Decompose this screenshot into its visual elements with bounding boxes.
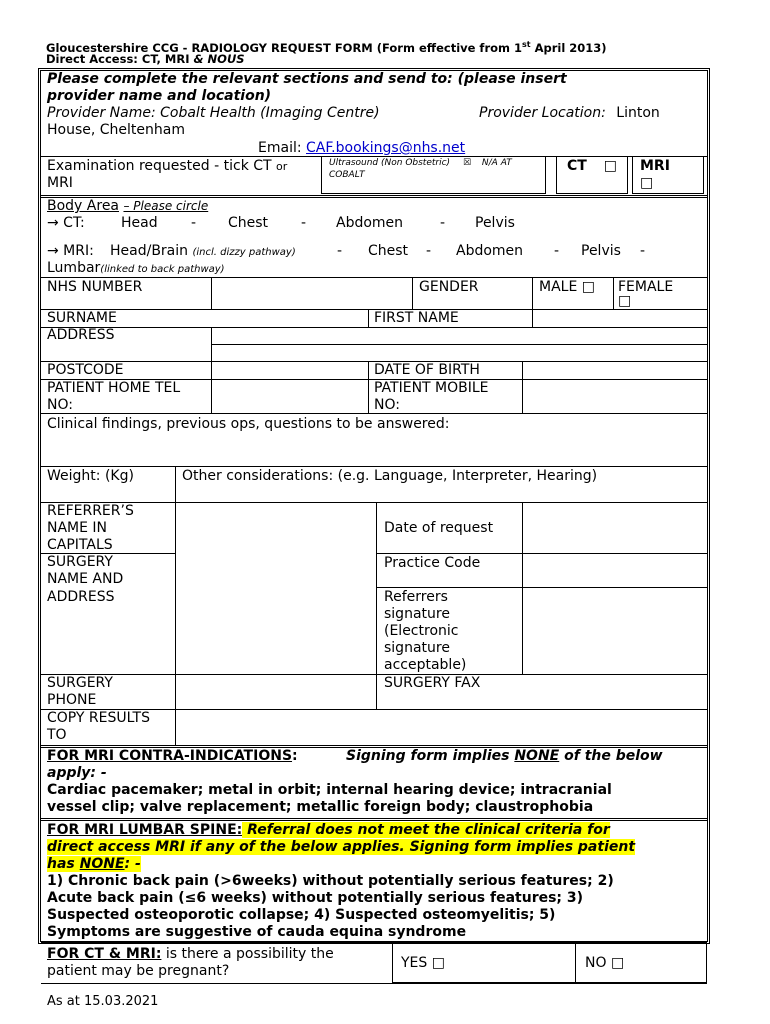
lumbar-heading: FOR MRI LUMBAR SPINE: [47, 822, 243, 838]
footer-date: As at 15.03.2021 [47, 994, 159, 1009]
mri-contra-none: NONE [514, 748, 560, 764]
separator: - [440, 215, 446, 231]
mri-contra-list-2: vessel clip; valve replacement; metallic foreign body; claustrophobia [47, 799, 594, 815]
ultrasound-checkbox[interactable]: ☒ [462, 158, 472, 168]
mri-body-lumbar-label: Lumbar [47, 260, 101, 276]
mri-label: MRI [640, 158, 670, 174]
email-row [258, 140, 465, 157]
divider [368, 309, 369, 327]
separator: - [337, 243, 343, 259]
divider [175, 466, 176, 502]
gender-label: GENDER [419, 279, 479, 295]
divider [41, 818, 707, 821]
form-subtitle [46, 52, 245, 66]
mri-body-head[interactable] [110, 243, 296, 261]
copy-results-label-2: TO [47, 727, 67, 743]
exam-label [47, 158, 287, 175]
surgery-label-1: SURGERY [47, 554, 113, 570]
signature-label-1: Referrers [384, 589, 448, 605]
separator: - [554, 243, 560, 259]
mri-body-prefix: → MRI: [47, 243, 94, 259]
ct-body-chest[interactable]: Chest [228, 215, 269, 231]
gender-female-checkbox[interactable]: □ [618, 293, 632, 309]
divider [211, 344, 707, 345]
lumbar-criteria-3: has [47, 856, 80, 872]
surgery-phone-field[interactable] [177, 675, 375, 708]
weight-label: Weight: (Kg) [47, 468, 134, 484]
divider [41, 983, 707, 984]
surgery-label-3: ADDRESS [47, 589, 115, 605]
first-name-field[interactable] [533, 310, 705, 326]
referrer-name-label-3: CAPITALS [47, 537, 113, 553]
ct-body-pelvis[interactable]: Pelvis [475, 215, 515, 231]
divider [613, 277, 614, 309]
body-area-title [47, 198, 208, 215]
first-name-label: FIRST NAME [374, 310, 459, 326]
pregnancy-question-2: patient may be pregnant? [47, 963, 230, 979]
gender-male-option[interactable]: MALE □ [539, 279, 595, 295]
home-tel-label: PATIENT HOME TEL [47, 380, 181, 396]
copy-results-field[interactable] [177, 710, 706, 744]
body-area-note: – Please circle [123, 199, 209, 213]
exam-label-text: Examination requested - tick CT [47, 158, 272, 174]
body-area-heading: Body Area [47, 198, 120, 214]
divider [41, 413, 707, 414]
provider-location-row [479, 105, 660, 122]
ultrasound-cobalt: COBALT [329, 170, 365, 180]
referrer-name-label-1: REFERRER’S [47, 503, 134, 519]
mri-body-head-label: Head/Brain [110, 243, 189, 259]
date-of-request-field[interactable] [524, 503, 706, 552]
divider [522, 502, 523, 674]
separator: - [426, 243, 432, 259]
mri-body-lumbar[interactable] [47, 260, 225, 278]
lumbar-criteria-none: NONE [79, 856, 125, 872]
provider-location-label: Provider Location: [479, 105, 606, 121]
ultrasound-text: Ultrasound (Non Obstetric) [329, 158, 451, 168]
provider-location-value: Linton [616, 105, 660, 121]
referrer-name-label-2: NAME IN [47, 520, 108, 536]
email-label: Email: [258, 140, 302, 156]
mri-body-lumbar-note: (linked to back pathway) [100, 264, 225, 275]
signature-label-3: (Electronic [384, 623, 459, 639]
subtitle-italic: & NOUS [193, 52, 245, 66]
surgery-phone-label-2: PHONE [47, 692, 97, 708]
ct-body-prefix: → CT: [47, 215, 85, 231]
ct-body-abdomen[interactable]: Abdomen [336, 215, 404, 231]
lumbar-criteria-1: Referral does not meet the clinical criteria for [242, 822, 610, 838]
pregnancy-question-1: is there a possibility the [161, 946, 334, 962]
lumbar-list-1: 1) Chronic back pain (>6weeks) without potentially serious features; 2) [47, 873, 614, 889]
exam-label-mri: MRI [47, 175, 73, 191]
practice-code-field[interactable] [524, 554, 706, 586]
ct-option [567, 158, 617, 175]
nhs-number-field[interactable] [212, 278, 411, 308]
dob-label: DATE OF BIRTH [374, 362, 480, 378]
provider-name-row [47, 105, 380, 122]
ct-checkbox[interactable]: □ [603, 158, 617, 174]
title-text: Gloucestershire CCG - RADIOLOGY REQUEST FORM (Form effective from 1 [46, 40, 522, 55]
mri-checkbox[interactable]: □ [640, 175, 654, 191]
clinical-findings-label: Clinical findings, previous ops, questions to be answered: [47, 416, 450, 432]
lumbar-heading-row [47, 822, 610, 839]
provider-location-line-2: House, Cheltenham [47, 122, 185, 138]
nhs-number-label: NHS NUMBER [47, 279, 143, 295]
mobile-label: PATIENT MOBILE [374, 380, 489, 396]
surgery-address-field[interactable] [177, 554, 375, 673]
surgery-fax-label: SURGERY FAX [384, 675, 481, 691]
practice-code-label: Practice Code [384, 555, 481, 571]
mri-contra-apply: apply: - [47, 765, 107, 781]
lumbar-criteria-end: : - [124, 856, 141, 872]
subtitle-text: Direct Access: CT, MRI [46, 52, 194, 66]
intro-line-1: Please complete the relevant sections and send to: (please insert [47, 71, 567, 87]
surname-field[interactable] [212, 310, 367, 326]
ultrasound-na: N/A AT [481, 158, 512, 168]
mri-contra-list-1: Cardiac pacemaker; metal in orbit; internal hearing device; intracranial [47, 782, 612, 798]
date-of-request-label: Date of request [384, 520, 494, 536]
intro-line-2: provider name and location) [47, 88, 272, 104]
pregnancy-no-option[interactable]: NO □ [585, 955, 625, 971]
divider [41, 466, 707, 467]
ct-label: CT [567, 158, 587, 174]
clinical-findings-field[interactable] [42, 434, 706, 464]
referrer-name-field[interactable] [177, 503, 375, 552]
lumbar-list-2: Acute back pain (≤6 weeks) without potentially serious features; 3) [47, 890, 584, 906]
separator: - [301, 215, 307, 231]
signature-label-4: signature [384, 640, 450, 656]
divider [412, 277, 413, 309]
lumbar-list-3: Suspected osteoporotic collapse; 4) Suspected osteomyelitis; 5) [47, 907, 556, 923]
separator: - [640, 243, 646, 259]
postcode-field[interactable] [212, 362, 367, 378]
provider-name-value: Cobalt Health (Imaging Centre) [160, 105, 380, 121]
pregnancy-yes-option[interactable]: YES □ [401, 955, 445, 971]
ultrasound-label [329, 158, 512, 169]
title-date: April 2013) [530, 40, 607, 55]
mri-contra-signing-text: Signing form implies [346, 748, 515, 764]
signature-label-2: signature [384, 606, 450, 622]
mri-body-chest[interactable]: Chest [368, 243, 409, 259]
mri-contra-signing [346, 748, 663, 765]
mri-body-head-note: (incl. dizzy pathway) [192, 247, 296, 258]
home-tel-label-2: NO: [47, 397, 73, 413]
mobile-label-2: NO: [374, 397, 400, 413]
pregnancy-heading: FOR CT & MRI: [47, 946, 162, 962]
copy-results-label-1: COPY RESULTS [47, 710, 150, 726]
mri-contra-signing-end: of the below [559, 748, 663, 764]
lumbar-criteria-row-2 [47, 839, 635, 856]
lumbar-list-4: Symptoms are suggestive of cauda equina syndrome [47, 924, 467, 940]
signature-label-5: acceptable) [384, 657, 467, 673]
pregnancy-question [47, 946, 334, 963]
email-link[interactable]: CAF.bookings@nhs.net [306, 140, 466, 156]
other-considerations-label: Other considerations: (e.g. Language, Interpreter, Hearing) [182, 468, 598, 484]
mri-body-abdomen[interactable]: Abdomen [456, 243, 524, 259]
signature-field[interactable] [524, 588, 706, 673]
mri-contra-title: FOR MRI CONTRA-INDICATIONS [47, 748, 293, 764]
lumbar-criteria-row-3 [47, 856, 141, 873]
mri-contra-heading [47, 748, 298, 765]
mobile-field[interactable] [523, 380, 705, 412]
divider [368, 361, 369, 413]
provider-name-label: Provider Name: [47, 105, 156, 121]
mri-contra-colon: : [292, 748, 298, 764]
lumbar-criteria-2: direct access MRI if any of the below applies. Signing form implies patient [47, 839, 636, 855]
divider [376, 502, 377, 709]
surgery-phone-label-1: SURGERY [47, 675, 113, 691]
ct-body-head[interactable]: Head [121, 215, 158, 231]
separator: - [191, 215, 197, 231]
title-superscript: st [522, 40, 531, 49]
surgery-label-2: NAME AND [47, 571, 124, 587]
dob-field[interactable] [523, 362, 705, 378]
exam-label-or: or [276, 160, 288, 173]
surname-label: SURNAME [47, 310, 117, 326]
home-tel-field[interactable] [212, 380, 367, 412]
gender-female-label: FEMALE [618, 279, 674, 295]
address-label: ADDRESS [47, 327, 115, 343]
surgery-fax-field[interactable] [524, 675, 706, 708]
postcode-label: POSTCODE [47, 362, 124, 378]
mri-body-pelvis[interactable]: Pelvis [581, 243, 621, 259]
